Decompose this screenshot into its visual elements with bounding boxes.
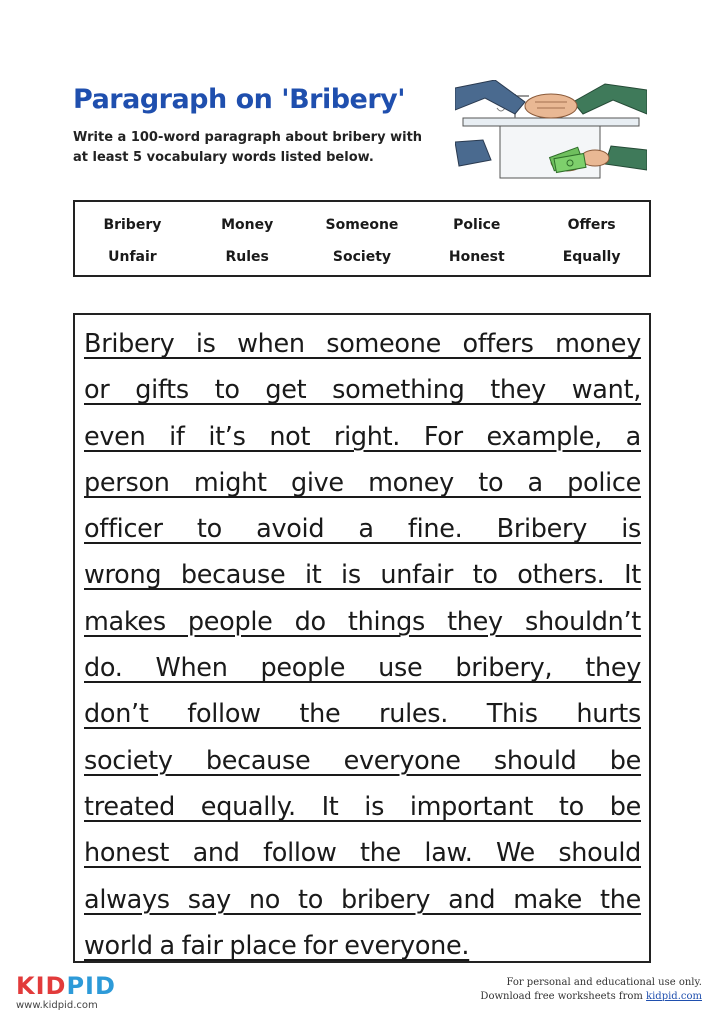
vocab-word: Equally [562,249,621,265]
paragraph-line: society because everyone should be [84,745,641,776]
paragraph-line: person might give money to a police [84,467,641,498]
worksheet-title: Paragraph on 'Bribery' [73,84,406,115]
paragraph-line: wrong because it is unfair to others. It [84,560,641,591]
vocab-word: Offers [567,217,616,233]
kidpid-logo [16,972,116,1000]
paragraph-line: or gifts to get something they want, [84,375,641,406]
vocab-word: Money [221,217,274,233]
paragraph-line: even if it’s not right. For example, a [84,421,641,452]
logo-part-pid: PID [66,972,116,1000]
logo-part-kid: KID [16,972,67,1000]
kidpid-link[interactable]: kidpid.com [646,991,702,1002]
paragraph-line: honest and follow the law. We should [84,838,641,869]
paragraph-line: always say no to bribery and make the [84,884,641,915]
vocabulary-grid [75,215,649,267]
vocab-word: Honest [448,249,505,265]
paragraph-line: Bribery is when someone offers money [84,329,641,359]
paragraph-line: do. When people use bribery, they [84,653,641,684]
vocabulary-box [73,200,651,277]
vocab-word: Unfair [108,249,157,265]
vocab-word: Rules [225,249,269,265]
logo-url: www.kidpid.com [16,1000,98,1011]
paragraph-box [73,313,651,963]
paragraph-text [84,321,641,969]
vocab-word: Society [332,249,392,265]
paragraph-line: makes people do things they shouldn’t [84,606,641,637]
worksheet-instructions: Write a 100-word paragraph about bribery with at least 5 vocabulary words listed below. [73,130,423,165]
vocab-word: Someone [325,217,399,233]
paragraph-line: world a fair place for everyone. [84,930,470,961]
footer-line-2 [480,990,702,1004]
bribery-handshake-illustration [455,80,647,198]
paragraph-line: officer to avoid a fine. Bribery is [84,514,641,545]
footer-line-2-prefix: Download free worksheets from [480,991,643,1002]
handshake-money-icon [455,80,647,198]
footer-note [480,976,702,1004]
footer-line-1: For personal and educational use only. [506,977,702,988]
vocab-word: Police [453,217,501,233]
paragraph-line: treated equally. It is important to be [84,791,641,822]
vocab-word: Bribery [103,217,162,233]
paragraph-line: don’t follow the rules. This hurts [84,699,641,730]
